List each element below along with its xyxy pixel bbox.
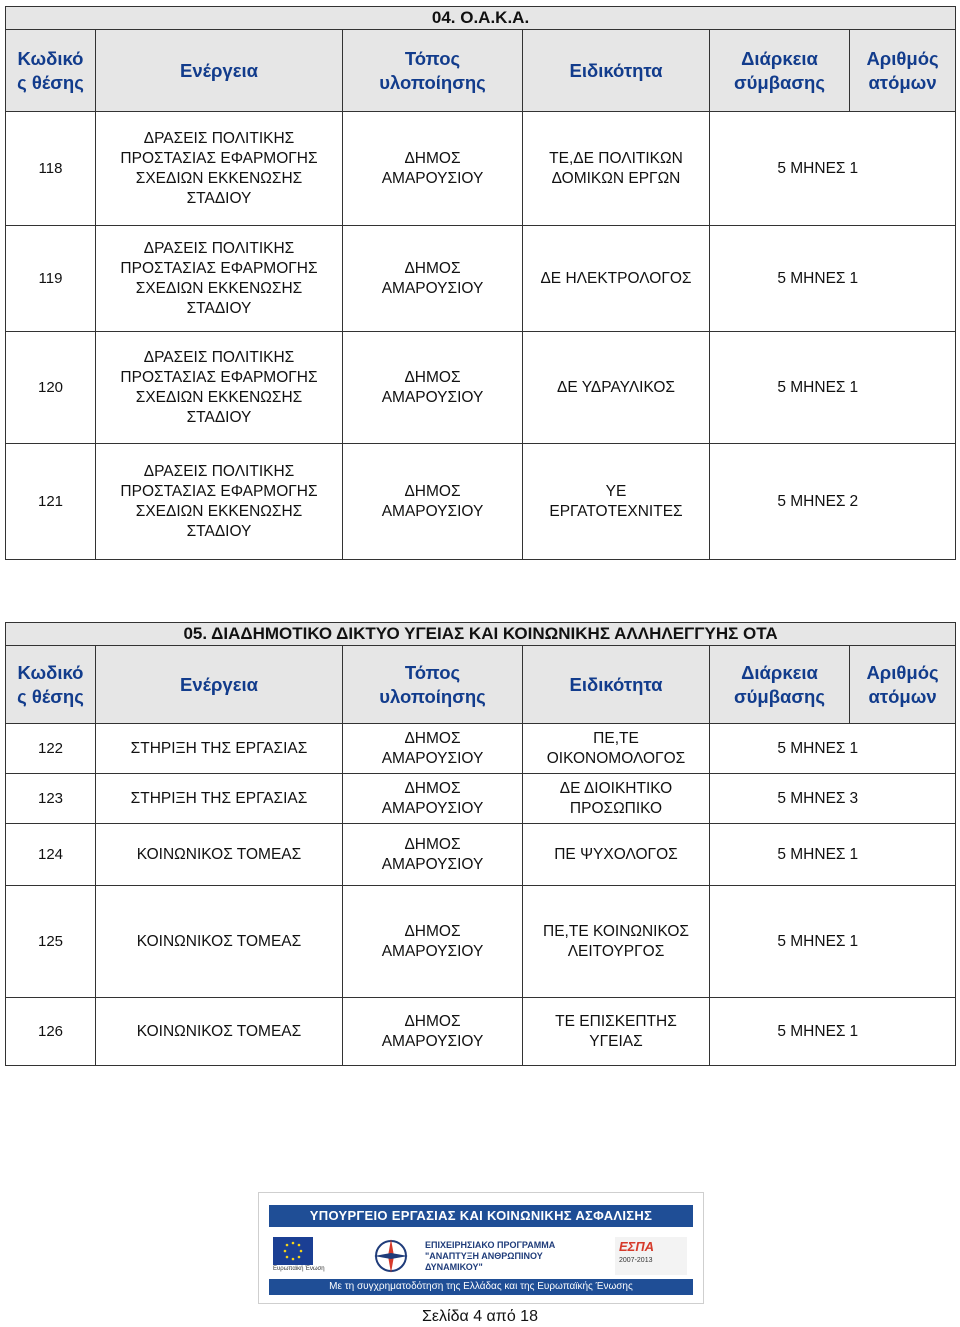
row-specialty: ΤΕ,ΔΕ ΠΟΛΙΤΙΚΩΝ ΔΟΜΙΚΩΝ ΕΡΓΩΝ [523,112,710,226]
table-health-network [5,622,956,1066]
row-location: ΔΗΜΟΣ ΑΜΑΡΟΥΣΙΟΥ [343,824,523,886]
row-count: 3 [850,774,956,824]
section-title: 04. Ο.Α.Κ.Α. [6,7,956,30]
row-action: ΣΤΗΡΙΞΗ ΤΗΣ ΕΡΓΑΣΙΑΣ [96,774,343,824]
row-duration: 5 ΜΗΝΕΣ [710,444,850,560]
header-location: Τόπος υλοποίησης [343,646,523,724]
row-count: 1 [850,332,956,444]
header-count: Αριθμός ατόμων [850,646,956,724]
row-count: 2 [850,444,956,560]
row-code: 126 [6,998,96,1066]
row-action: ΔΡΑΣΕΙΣ ΠΟΛΙΤΙΚΗΣ ΠΡΟΣΤΑΣΙΑΣ ΕΦΑΡΜΟΓΗΣ ΣΧΕΔΙΩΝ ΕΚΚΕΝΩΣΗΣ ΣΤΑΔΙΟΥ [96,444,343,560]
table-row [6,824,956,886]
row-location: ΔΗΜΟΣ ΑΜΑΡΟΥΣΙΟΥ [343,112,523,226]
row-location: ΔΗΜΟΣ ΑΜΑΡΟΥΣΙΟΥ [343,226,523,332]
ministry-bar: ΥΠΟΥΡΓΕΙΟ ΕΡΓΑΣΙΑΣ ΚΑΙ ΚΟΙΝΩΝΙΚΗΣ ΑΣΦΑΛΙΣΗΣ [269,1205,693,1227]
header-specialty: Ειδικότητα [523,646,710,724]
row-location: ΔΗΜΟΣ ΑΜΑΡΟΥΣΙΟΥ [343,444,523,560]
table-row [6,112,956,226]
header-action: Ενέργεια [96,30,343,112]
row-specialty: ΔΕ ΗΛΕΚΤΡΟΛΟΓΟΣ [523,226,710,332]
row-duration: 5 ΜΗΝΕΣ [710,886,850,998]
espa-years: 2007-2013 [619,1257,653,1264]
row-duration: 5 ΜΗΝΕΣ [710,226,850,332]
row-code: 122 [6,724,96,774]
row-action: ΔΡΑΣΕΙΣ ΠΟΛΙΤΙΚΗΣ ΠΡΟΣΤΑΣΙΑΣ ΕΦΑΡΜΟΓΗΣ ΣΧΕΔΙΩΝ ΕΚΚΕΝΩΣΗΣ ΣΤΑΔΙΟΥ [96,112,343,226]
row-location: ΔΗΜΟΣ ΑΜΑΡΟΥΣΙΟΥ [343,332,523,444]
table-row [6,998,956,1066]
table-row [6,444,956,560]
espa-word: ΕΣΠΑ [619,1239,655,1254]
row-count: 1 [850,886,956,998]
header-duration: Διάρκεια σύμβασης [710,30,850,112]
header-code: Κωδικό ς θέσης [6,30,96,112]
row-specialty: ΠΕ ΨΥΧΟΛΟΓΟΣ [523,824,710,886]
row-duration: 5 ΜΗΝΕΣ [710,112,850,226]
row-count: 1 [850,226,956,332]
row-duration: 5 ΜΗΝΕΣ [710,774,850,824]
row-location: ΔΗΜΟΣ ΑΜΑΡΟΥΣΙΟΥ [343,774,523,824]
table-row [6,226,956,332]
row-code: 124 [6,824,96,886]
row-count: 1 [850,998,956,1066]
row-action: ΔΡΑΣΕΙΣ ΠΟΛΙΤΙΚΗΣ ΠΡΟΣΤΑΣΙΑΣ ΕΦΑΡΜΟΓΗΣ ΣΧΕΔΙΩΝ ΕΚΚΕΝΩΣΗΣ ΣΤΑΔΙΟΥ [96,332,343,444]
row-specialty: ΔΕ ΔΙΟΙΚΗΤΙΚΟ ΠΡΟΣΩΠΙΚΟ [523,774,710,824]
row-location: ΔΗΜΟΣ ΑΜΑΡΟΥΣΙΟΥ [343,724,523,774]
row-action: ΔΡΑΣΕΙΣ ΠΟΛΙΤΙΚΗΣ ΠΡΟΣΤΑΣΙΑΣ ΕΦΑΡΜΟΓΗΣ ΣΧΕΔΙΩΝ ΕΚΚΕΝΩΣΗΣ ΣΤΑΔΙΟΥ [96,226,343,332]
row-location: ΔΗΜΟΣ ΑΜΑΡΟΥΣΙΟΥ [343,998,523,1066]
row-action: ΚΟΙΝΩΝΙΚΟΣ ΤΟΜΕΑΣ [96,824,343,886]
eu-flag-icon [273,1237,333,1277]
row-code: 118 [6,112,96,226]
cofunding-text: Με τη συγχρηματοδότηση της Ελλάδας και της Ευρωπαϊκής Ένωσης [269,1279,693,1295]
row-code: 119 [6,226,96,332]
page-number: Σελίδα 4 από 18 [422,1308,538,1325]
eu-label: Ευρωπαϊκή Ένωση [273,1266,325,1272]
espa-logo [615,1237,687,1275]
row-duration: 5 ΜΗΝΕΣ [710,998,850,1066]
row-specialty: ΠΕ,ΤΕ ΟΙΚΟΝΟΜΟΛΟΓΟΣ [523,724,710,774]
row-specialty: ΔΕ ΥΔΡΑΥΛΙΚΟΣ [523,332,710,444]
row-duration: 5 ΜΗΝΕΣ [710,724,850,774]
cofunding-logo-banner [258,1192,704,1304]
row-specialty: ΥΕ ΕΡΓΑΤΟΤΕΧΝΙΤΕΣ [523,444,710,560]
row-count: 1 [850,112,956,226]
header-location: Τόπος υλοποίησης [343,30,523,112]
table-row [6,332,956,444]
row-duration: 5 ΜΗΝΕΣ [710,824,850,886]
row-code: 120 [6,332,96,444]
table-row [6,886,956,998]
row-location: ΔΗΜΟΣ ΑΜΑΡΟΥΣΙΟΥ [343,886,523,998]
row-count: 1 [850,824,956,886]
row-action: ΣΤΗΡΙΞΗ ΤΗΣ ΕΡΓΑΣΙΑΣ [96,724,343,774]
table-oaka [5,6,956,560]
header-action: Ενέργεια [96,646,343,724]
row-specialty: ΤΕ ΕΠΙΣΚΕΠΤΗΣ ΥΓΕΙΑΣ [523,998,710,1066]
row-action: ΚΟΙΝΩΝΙΚΟΣ ΤΟΜΕΑΣ [96,886,343,998]
header-code: Κωδικό ς θέσης [6,646,96,724]
header-duration: Διάρκεια σύμβασης [710,646,850,724]
row-count: 1 [850,724,956,774]
program-name: ΕΠΙΧΕΙΡΗΣΙΑΚΟ ΠΡΟΓΡΑΜΜΑ "ΑΝΑΠΤΥΞΗ ΑΝΘΡΩΠΙΝΟΥ ΔΥΝΑΜΙΚΟΥ" [425,1240,556,1272]
table-row [6,724,956,774]
header-count: Αριθμός ατόμων [850,30,956,112]
section-title: 05. ΔΙΑΔΗΜΟΤΙΚΟ ΔΙΚΤΥΟ ΥΓΕΙΑΣ ΚΑΙ ΚΟΙΝΩΝΙΚΗΣ ΑΛΛΗΛΕΓΓΥΗΣ ΟΤΑ [6,623,956,646]
row-code: 123 [6,774,96,824]
table-row [6,774,956,824]
row-action: ΚΟΙΝΩΝΙΚΟΣ ΤΟΜΕΑΣ [96,998,343,1066]
row-duration: 5 ΜΗΝΕΣ [710,332,850,444]
row-specialty: ΠΕ,ΤΕ ΚΟΙΝΩΝΙΚΟΣ ΛΕΙΤΟΥΡΓΟΣ [523,886,710,998]
header-specialty: Ειδικότητα [523,30,710,112]
program-emblem-icon [369,1237,413,1275]
row-code: 125 [6,886,96,998]
row-code: 121 [6,444,96,560]
